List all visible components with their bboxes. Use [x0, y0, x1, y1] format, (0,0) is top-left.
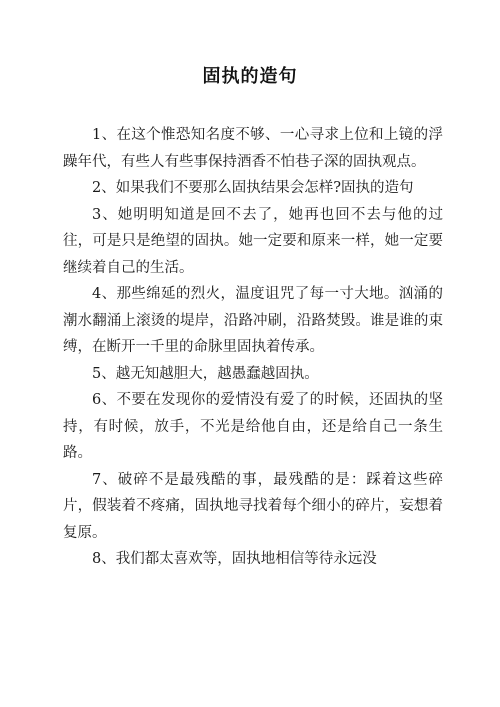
- paragraph-5: 5、越无知越胆大，越愚蠢越固执。: [92, 365, 319, 382]
- paragraph-3: 3、她明明知道是回不去了，她再也回不去与他的过往，可是只是绝望的固执。她一定要和原来一样，她一定要继续着自己的生活。: [63, 206, 443, 276]
- page-title: 固执的造句: [202, 66, 298, 87]
- paragraph-2: 2、如果我们不要那么固执结果会怎样?固执的造句: [92, 180, 414, 196]
- paragraph-1: 1、在这个惟恐知名度不够、一心寻求上位和上镜的浮躁年代，有些人有些事保持酒香不怕巷子深的固执观点。: [63, 127, 443, 170]
- paragraph-6: 6、不要在发现你的爱情没有爱了的时候，还固执的坚持，有时候，放手，不光是给他自由，还是给自己一条生路。: [63, 392, 443, 461]
- paragraph-7: 7、破碎不是最残酷的事，最残酷的是：踩着这些碎片，假装着不疼痛，固执地寻找着每个细小的碎片，妄想着复原。: [63, 471, 443, 541]
- document-body: [63, 122, 443, 573]
- paragraph-8: 8、我们都太喜欢等，固执地相信等待永远没: [92, 551, 377, 567]
- paragraph-4: 4、那些绵延的烈火，温度诅咒了每一寸大地。汹涌的潮水翻涌上滚烫的堤岸，沿路冲刷，沿路焚毁。谁是谁的束缚，在断开一千里的命脉里固执着传承。: [63, 286, 443, 355]
